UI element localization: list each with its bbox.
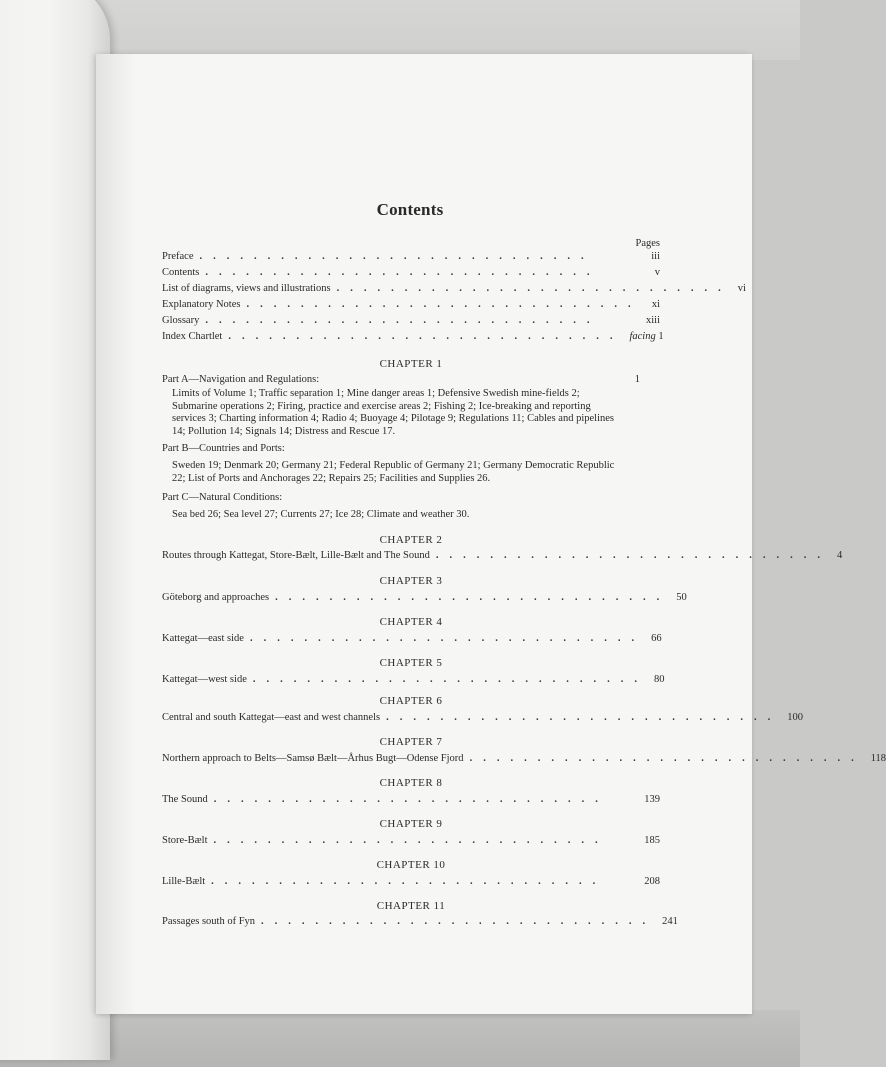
toc-entry-label: Routes through Kattegat, Store-Bælt, Lille-Bælt and The Sound (162, 550, 430, 561)
leader-dots: ............................. (252, 674, 648, 685)
toc-entry-chapter-10[interactable] (162, 875, 660, 889)
leader-dots: ............................. (469, 753, 865, 764)
toc-entry-page: xi (651, 299, 660, 310)
toc-entry-label: Store-Bælt (162, 835, 208, 846)
toc-entry-label: Index Chartlet (162, 331, 223, 342)
toc-entry-page: 208 (644, 876, 660, 887)
chapter-heading: CHAPTER 10 (376, 859, 446, 871)
toc-entry-label: Glossary (162, 315, 200, 326)
leader-dots: ............................. (228, 331, 624, 342)
toc-entry-label: Preface (162, 251, 194, 262)
part-a-heading[interactable]: Part A—Navigation and Regulations: (162, 374, 320, 385)
leader-dots: ............................. (205, 315, 601, 326)
leader-dots: ............................. (205, 267, 601, 278)
chapter-heading: CHAPTER 4 (379, 616, 443, 628)
chapter-heading: CHAPTER 6 (379, 695, 443, 707)
leader-dots: ............................. (199, 251, 595, 262)
pages-column-header: Pages (635, 238, 660, 249)
toc-entry-chapter-2[interactable] (162, 549, 843, 563)
toc-entry-page: 66 (651, 633, 662, 644)
toc-entry-page: 139 (644, 794, 660, 805)
chapter-heading: CHAPTER 9 (379, 818, 443, 830)
toc-entry-label: The Sound (162, 794, 208, 805)
part-a-text: Limits of Volume 1; Traffic separation 1; Mine danger areas 1; Defensive Swedish mine-fields 2; Submarine operations 2; Firing, practice and exercise areas 2; Fishing 2; Ice-breaking and reporting services 3; Charting information 4; Radio 4; Buoyage 4; Pilotage 9; Regulations 11; Cables and pipelines 14; Pollution 14; Signals 14; Distress and Rescue 17. (172, 388, 614, 437)
toc-entry-label: Contents (162, 267, 200, 278)
facing-prefix: facing (629, 331, 656, 342)
toc-entry-label: Kattegat—east side (162, 633, 244, 644)
toc-entry-preface[interactable] (162, 250, 660, 264)
toc-entry-page: 80 (653, 674, 665, 685)
chapter-heading: CHAPTER 2 (379, 534, 443, 546)
toc-entry-index-chartlet[interactable] (162, 330, 664, 344)
part-a-page: 1 (634, 374, 640, 385)
toc-entry-list-of-diagrams[interactable] (162, 282, 746, 296)
leader-dots: ............................. (246, 299, 642, 310)
chapter-heading: CHAPTER 11 (376, 900, 446, 912)
leader-dots: ............................. (261, 916, 657, 927)
leader-dots: ............................. (336, 283, 732, 294)
toc-entry-explanatory-notes[interactable] (162, 298, 660, 312)
toc-entry-glossary[interactable] (162, 314, 660, 328)
toc-entry-label: Central and south Kattegat—east and west channels (162, 712, 381, 723)
toc-entry-page: 4 (836, 550, 843, 561)
toc-entry-page: vi (737, 283, 746, 294)
chapter-heading: CHAPTER 3 (379, 575, 443, 587)
background-bottom (0, 1010, 800, 1067)
toc-entry-label: Passages south of Fyn (162, 916, 256, 927)
toc-entry-page: 185 (644, 835, 660, 846)
toc-entry-label: Göteborg and approaches (162, 592, 270, 603)
toc-entry-chapter-3[interactable] (162, 591, 687, 605)
toc-entry-chapter-11[interactable] (162, 915, 678, 929)
background-top (0, 0, 800, 60)
chapter-heading: CHAPTER 8 (379, 777, 443, 789)
leader-dots: ............................. (249, 633, 646, 644)
part-c-heading[interactable]: Part C—Natural Conditions: (162, 492, 283, 503)
leader-dots: ............................. (275, 592, 671, 603)
facing-page-edge (0, 0, 110, 1060)
toc-entry-label: Explanatory Notes (162, 299, 241, 310)
toc-entry-page: 50 (676, 592, 687, 603)
toc-entry-label: Northern approach to Belts—Samsø Bælt—Århus Bugt—Odense Fjord (162, 753, 464, 764)
toc-entry-chapter-6[interactable] (162, 711, 803, 725)
chapter-heading: CHAPTER 7 (379, 736, 443, 748)
toc-entry-chapter-8[interactable] (162, 793, 660, 807)
leader-dots: ............................. (213, 835, 609, 846)
toc-entry-page: xiii (645, 315, 660, 326)
leader-dots: ............................. (435, 550, 831, 561)
toc-entry-contents[interactable] (162, 266, 660, 280)
part-b-text: Sweden 19; Denmark 20; Germany 21; Federal Republic of Germany 21; Germany Democratic Republic 22; List of Ports and Anchorages 22; Repairs 25; Facilities and Supplies 26. (172, 460, 615, 484)
toc-entry-page: 241 (662, 916, 678, 927)
page-title: Contents (376, 200, 444, 219)
leader-dots: ............................. (211, 876, 607, 887)
facing-page-number: 1 (658, 331, 664, 342)
part-b-heading[interactable]: Part B—Countries and Ports: (162, 443, 285, 454)
toc-entry-chapter-4[interactable] (162, 632, 660, 646)
toc-entry-page: v (654, 267, 660, 278)
toc-entry-page: 100 (787, 712, 803, 723)
chapter-heading: CHAPTER 5 (379, 657, 443, 669)
toc-entry-page (629, 330, 663, 344)
part-c-text: Sea bed 26; Sea level 27; Currents 27; Ice 28; Climate and weather 30. (172, 509, 470, 520)
chapter-heading: CHAPTER 1 (379, 358, 443, 370)
toc-entry-page: 118 (870, 753, 886, 764)
toc-entry-label: Lille-Bælt (162, 876, 206, 887)
leader-dots: ............................. (386, 712, 782, 723)
toc-entry-page: iii (651, 251, 660, 262)
toc-entry-chapter-5[interactable] (162, 673, 665, 687)
toc-entry-label: List of diagrams, views and illustrations (162, 283, 331, 294)
toc-entry-chapter-7[interactable] (162, 752, 886, 766)
leader-dots: ............................. (213, 794, 609, 805)
toc-entry-label: Kattegat—west side (162, 674, 247, 685)
toc-entry-chapter-9[interactable] (162, 834, 660, 848)
